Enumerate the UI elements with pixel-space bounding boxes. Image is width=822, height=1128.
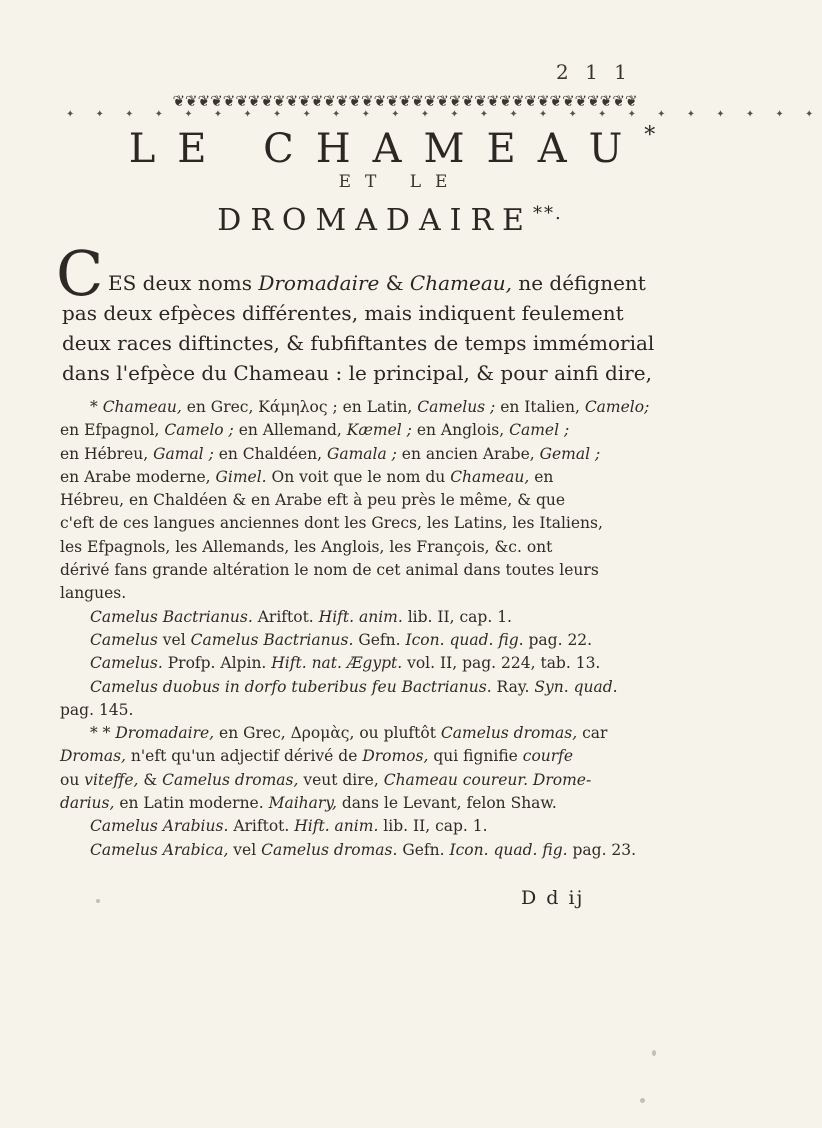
page-number: 2 1 1 [556, 60, 632, 84]
text-line: dans l'efpèce du Chameau : le principal, & pour ainfi dire, [62, 361, 652, 385]
chapter-subtitle-text: DROMADAIRE [217, 203, 533, 238]
ornament-row-top: ❦❦❦❦❦❦❦❦❦❦❦❦❦❦❦❦❦❦❦❦❦❦❦❦❦❦❦❦❦❦❦❦❦❦❦❦❦ [172, 92, 638, 110]
footnote-line: langues. [60, 584, 127, 603]
footnote-line: en Arabe moderne, Gimel. On voit que le nom du Chameau, en [60, 467, 554, 486]
text-line: ES deux noms Dromadaire & Chameau, ne défignent [108, 271, 646, 295]
footnote-line: darius, en Latin moderne. Maihary, dans le Levant, felon Shaw. [60, 794, 557, 813]
footnote-line: Dromas, n'eft qu'un adjectif dérivé de Dromos, qui fignifie courfe [60, 747, 574, 766]
footnote-line: Camelus Arabica, vel Camelus dromas. Gefn. Icon. quad. fig. pag. 23. [90, 840, 637, 859]
chapter-title-text: LE CHAMEAU [128, 126, 645, 172]
footnote-line: Camelus Arabius. Ariftot. Hift. anim. lib. II, cap. 1. [90, 817, 488, 836]
foxing-spot [640, 1098, 645, 1103]
drop-cap: C [56, 237, 104, 310]
chapter-title [82, 122, 702, 172]
ornament-row-bottom: ✦ ✦ ✦ ✦ ✦ ✦ ✦ ✦ ✦ ✦ ✦ ✦ ✦ ✦ ✦ ✦ ✦ ✦ ✦ ✦ ✦ ✦ ✦ ✦ ✦ ✦ [66, 109, 822, 120]
signature-mark: D d ij [521, 887, 585, 909]
text-line: deux races diftinctes, & fubfiftantes de temps immémorial [62, 331, 655, 355]
footnote-line: Camelus duobus in dorfo tuberibus feu Bactrianus. Ray. Syn. quad. [90, 677, 618, 696]
footnote-line: dérivé fans grande altération le nom de cet animal dans toutes leurs [60, 561, 599, 580]
title-conjunction: ET LE [338, 172, 462, 192]
footnotes [60, 396, 750, 862]
footnote-line: Camelus Bactrianus. Ariftot. Hift. anim. lib. II, cap. 1. [90, 607, 512, 626]
footnote-line: ou viteffe, & Camelus dromas, veut dire, Chameau coureur. Drome- [60, 770, 592, 789]
footnote-line: c'eft de ces langues anciennes dont les Grecs, les Latins, les Italiens, [60, 514, 603, 533]
title-footnote-mark: * [644, 122, 656, 148]
footnote-line: en Efpagnol, Camelo ; en Allemand, Kæmel ; en Anglois, Camel ; [60, 421, 570, 440]
footnote-line: Hébreu, en Chaldéen & en Arabe eft à peu près le même, & que [60, 491, 566, 510]
ornamental-headband [66, 92, 822, 124]
text-line: pas deux efpèces différentes, mais indiquent feulement [62, 301, 624, 325]
footnote-line: * Chameau, en Grec, Κάμηλος ; en Latin, Camelus ; en Italien, Camelo; [90, 398, 650, 416]
footnote-line: Camelus. Profp. Alpin. Hift. nat. Ægypt. vol. II, pag. 224, tab. 13. [90, 654, 601, 673]
footnote-line: Camelus vel Camelus Bactrianus. Gefn. Icon. quad. fig. pag. 22. [90, 630, 593, 649]
main-paragraph [62, 268, 742, 388]
footnote-line: en Hébreu, Gamal ; en Chaldéen, Gamala ; en ancien Arabe, Gemal ; [60, 444, 601, 463]
chapter-subtitle [90, 203, 690, 238]
footnote-line: * * Dromadaire, en Grec, Δρομὰς, ou pluftôt Camelus dromas, car [90, 724, 608, 743]
footnote-line: pag. 145. [60, 700, 134, 719]
foxing-spot [96, 899, 100, 903]
subtitle-footnote-mark: **. [532, 203, 563, 224]
foxing-spot [652, 1050, 656, 1056]
footnote-line: les Efpagnols, les Allemands, les Anglois, les François, &c. ont [60, 537, 553, 556]
